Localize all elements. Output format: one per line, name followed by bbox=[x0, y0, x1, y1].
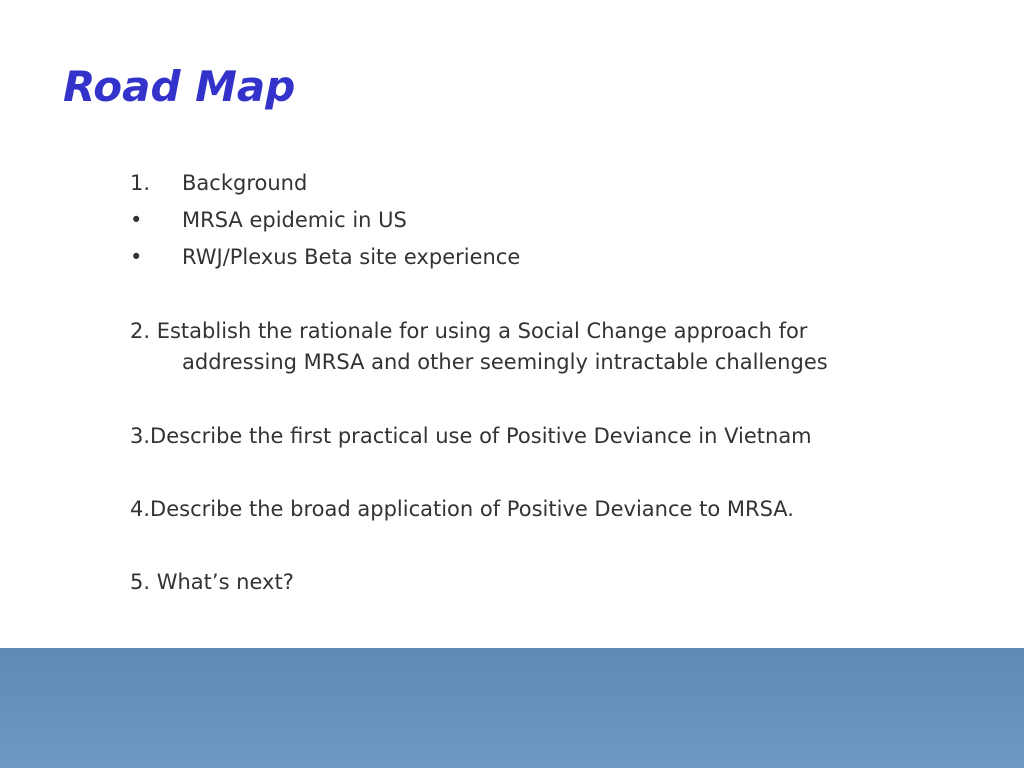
list-item-vietnam: 3.Describe the first practical use of Positive Deviance in Vietnam bbox=[130, 424, 812, 448]
list-item-mrsa-epidemic bbox=[130, 205, 630, 236]
list-marker: 1. bbox=[130, 171, 151, 195]
list-item-text: RWJ/Plexus Beta site experience bbox=[182, 245, 521, 269]
list-item-line-1: 2. Establish the rationale for using a Social Change approach for bbox=[130, 319, 808, 343]
list-item-background bbox=[130, 168, 530, 199]
bullet-marker: • bbox=[130, 208, 143, 232]
footer-band bbox=[0, 648, 1024, 768]
list-item-rwj-plexus bbox=[130, 242, 730, 273]
list-item-social-change-rationale bbox=[130, 316, 960, 378]
bullet-marker: • bbox=[130, 245, 143, 269]
slide-title: Road Map bbox=[63, 62, 296, 111]
list-item-line-2: addressing MRSA and other seemingly intractable challenges bbox=[182, 350, 828, 374]
list-item-whats-next: 5. What’s next? bbox=[130, 570, 294, 594]
list-item-text: MRSA epidemic in US bbox=[182, 208, 407, 232]
list-item-text: Background bbox=[182, 171, 308, 195]
list-item-mrsa-application: 4.Describe the broad application of Positive Deviance to MRSA. bbox=[130, 497, 794, 521]
